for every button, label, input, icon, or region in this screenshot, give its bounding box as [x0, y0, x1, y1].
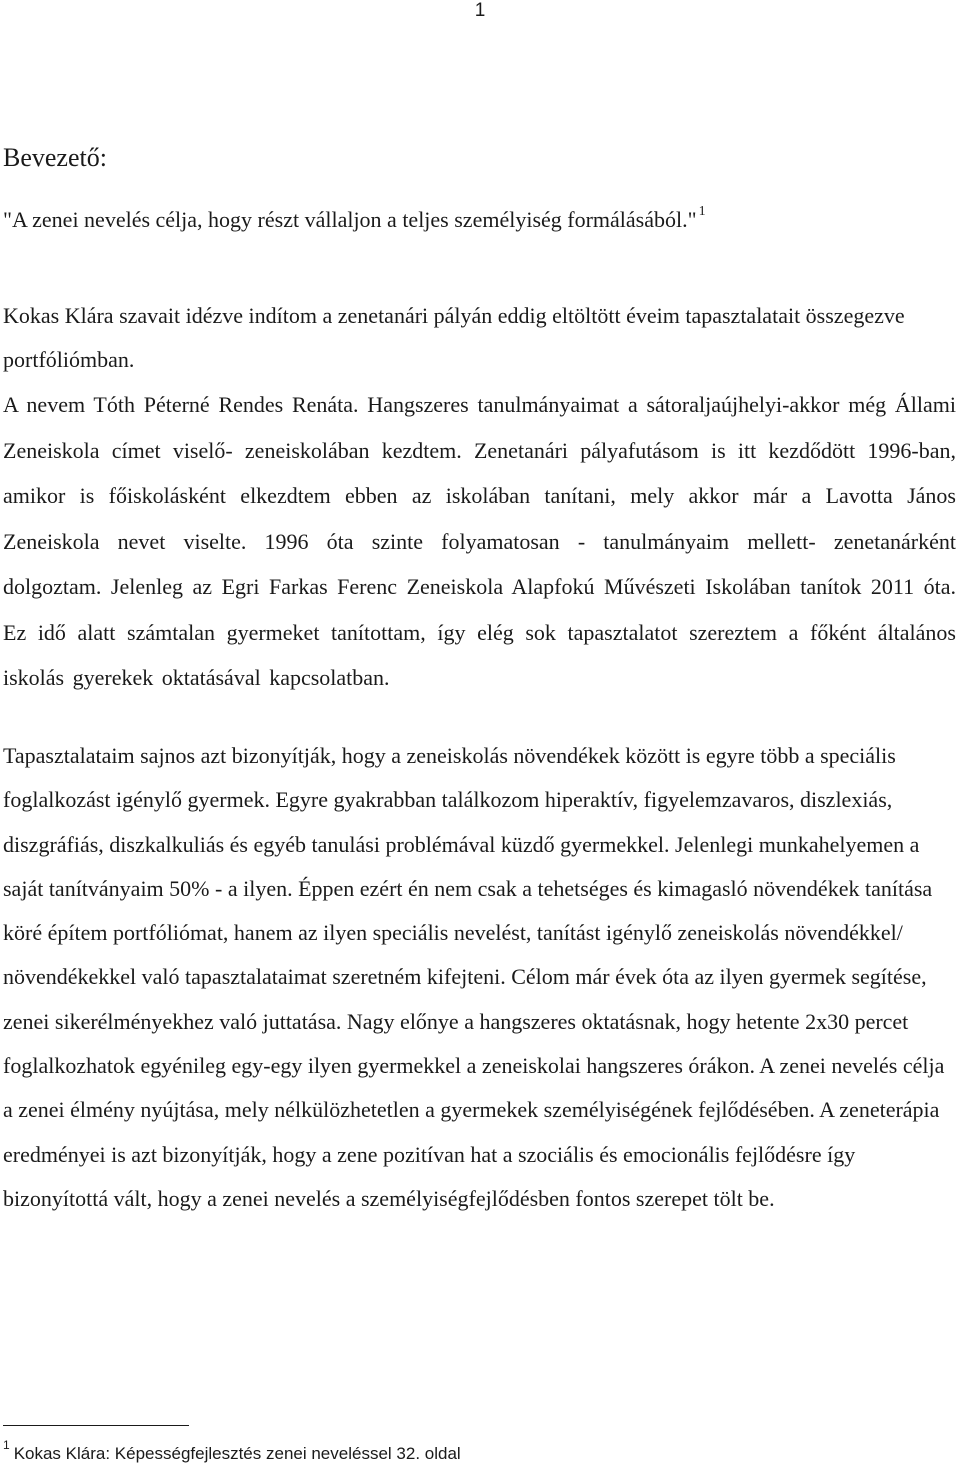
footnote — [3, 1438, 461, 1465]
page-number: 1 — [474, 0, 486, 21]
experience-paragraph: Tapasztalataim sajnos azt bizonyítják, hogy a zeneiskolás növendékek között is egyre több a speciális foglalkozást igénylő gyermek. Egyre gyakrabban találkozom hiperaktív, figyelemzavaros, diszlexiás, diszgráfiás, diszkalkuliás és egyéb tanulási problémával küzdő gyermekkel. Jelenlegi munkahelyemen a saját tanítványaim 50% - a ilyen. Éppen ezért én nem csak a tehetséges és kimagasló növendékek tanítása köré építem portfóliómat, hanem az ilyen speciális nevelést, tanítást igénylő zeneiskolás növendékkel/ növendékekkel való tapasztalataimat szeretném kifejteni. Célom már évek óta az ilyen gyermek segítése, zenei sikerélményekhez való juttatása. Nagy előnye a hangszeres oktatásnak, hogy hetente 2x30 percet foglalkozhatok egyénileg egy-egy ilyen gyermekkel a zeneiskolai hangszeres órákon. A zenei nevelés célja a zenei élmény nyújtása, mely nélkülözhetetlen a gyermekek személyiségének fejlődésében. A zeneterápia eredményei is azt bizonyítják, hogy a zene pozitívan hat a szociális és emocionális fejlődésre így bizonyítottá vált, hogy a zenei nevelés a személyiségfejlődésben fontos szerepet tölt be. — [3, 743, 945, 1211]
footnote-marker: 1 — [3, 1438, 10, 1452]
quote-text: "A zenei nevelés célja, hogy részt vállaljon a teljes személyiség formálásából." — [3, 207, 697, 232]
intro-paragraph: Kokas Klára szavait idézve indítom a zenetanári pályán eddig eltöltött éveim tapasztalatait összegezve portfóliómban. — [3, 303, 905, 372]
footnote-reference[interactable]: 1 — [698, 204, 706, 219]
section-heading: Bevezető: — [3, 143, 107, 172]
footnote-separator — [3, 1425, 189, 1426]
footnote-text: Kokas Klára: Képességfejlesztés zenei neveléssel 32. oldal — [13, 1444, 461, 1463]
opening-quote — [3, 206, 706, 234]
biography-paragraph: A nevem Tóth Péterné Rendes Renáta. Hangszeres tanulmányaimat a sátoraljaújhelyi-akkor még Állami Zeneiskola címet viselő- zeneiskolában kezdtem. Zenetanári pályafutásom is itt kezdődött 1996-ban, amikor is főiskolásként elkezdtem ebben az iskolában tanítani, mely akkor már a Lavotta János Zeneiskola nevet viselte. 1996 óta szinte folyamatosan - tanulmányaim mellett- zenetanárként dolgoztam. Jelenleg az Egri Farkas Ferenc Zeneiskola Alapfokú Művészeti Iskolában tanítok 2011 óta. Ez idő alatt számtalan gyermeket tanítottam, így elég sok tapasztalatot szereztem a főként általános iskolás gyerekek oktatásával kapcsolatban. — [3, 392, 956, 690]
